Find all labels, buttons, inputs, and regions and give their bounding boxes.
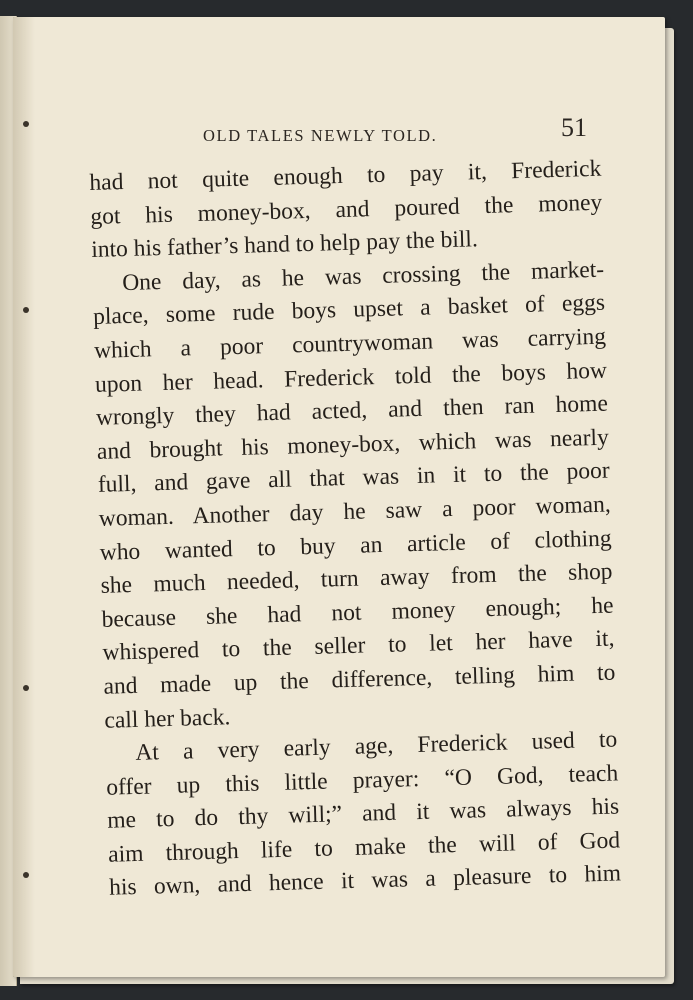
text-line: got his money-box, and poured the money bbox=[90, 189, 603, 230]
text-line: because she had not money enough; he bbox=[101, 592, 614, 633]
page-number: 51 bbox=[561, 113, 587, 142]
text-line: place, some rude boys upset a basket of eggs bbox=[92, 290, 606, 331]
text-line: full, and gave all that was in it to the poor bbox=[97, 457, 611, 499]
text-line: had not quite enough to pay it, Frederick bbox=[89, 155, 602, 196]
text-line: me to do thy will;” and it was always his bbox=[106, 793, 620, 835]
text-line: call her back. bbox=[104, 703, 231, 734]
running-head: OLD TALES NEWLY TOLD. bbox=[203, 126, 438, 145]
text-line: woman. Another day he saw a poor woman, bbox=[98, 491, 611, 532]
binding-thread-mark bbox=[23, 307, 29, 313]
text-line: and brought his money-box, which was nearly bbox=[96, 424, 610, 465]
text-line: and made up the difference, telling him to bbox=[103, 659, 616, 700]
text-line: whispered to the seller to let her have it, bbox=[102, 625, 615, 667]
text-line: One day, as he was crossing the market- bbox=[121, 256, 605, 296]
text-line: which a poor countrywoman was carrying bbox=[93, 323, 607, 364]
text-line: his own, and hence it was a pleasure to him bbox=[108, 860, 622, 902]
text-line: At a very early age, Frederick used to bbox=[135, 726, 618, 767]
body-text bbox=[89, 153, 621, 906]
text-line: into his father’s hand to help pay the bill. bbox=[90, 226, 479, 264]
text-line: upon her head. Frederick told the boys how bbox=[94, 357, 608, 398]
page-header bbox=[13, 105, 665, 145]
text-line: aim through life to make the will of God bbox=[107, 827, 621, 868]
text-line: offer up this little prayer: “O God, teach bbox=[105, 760, 619, 801]
text-line: she much needed, turn away from the shop bbox=[100, 558, 613, 599]
text-line: who wanted to buy an article of clothing bbox=[99, 525, 612, 566]
binding-thread-mark bbox=[23, 872, 29, 878]
binding-thread-mark bbox=[23, 685, 29, 691]
text-line: wrongly they had acted, and then ran home bbox=[95, 390, 609, 432]
book-page bbox=[13, 17, 665, 977]
gutter-shadow bbox=[13, 17, 35, 977]
